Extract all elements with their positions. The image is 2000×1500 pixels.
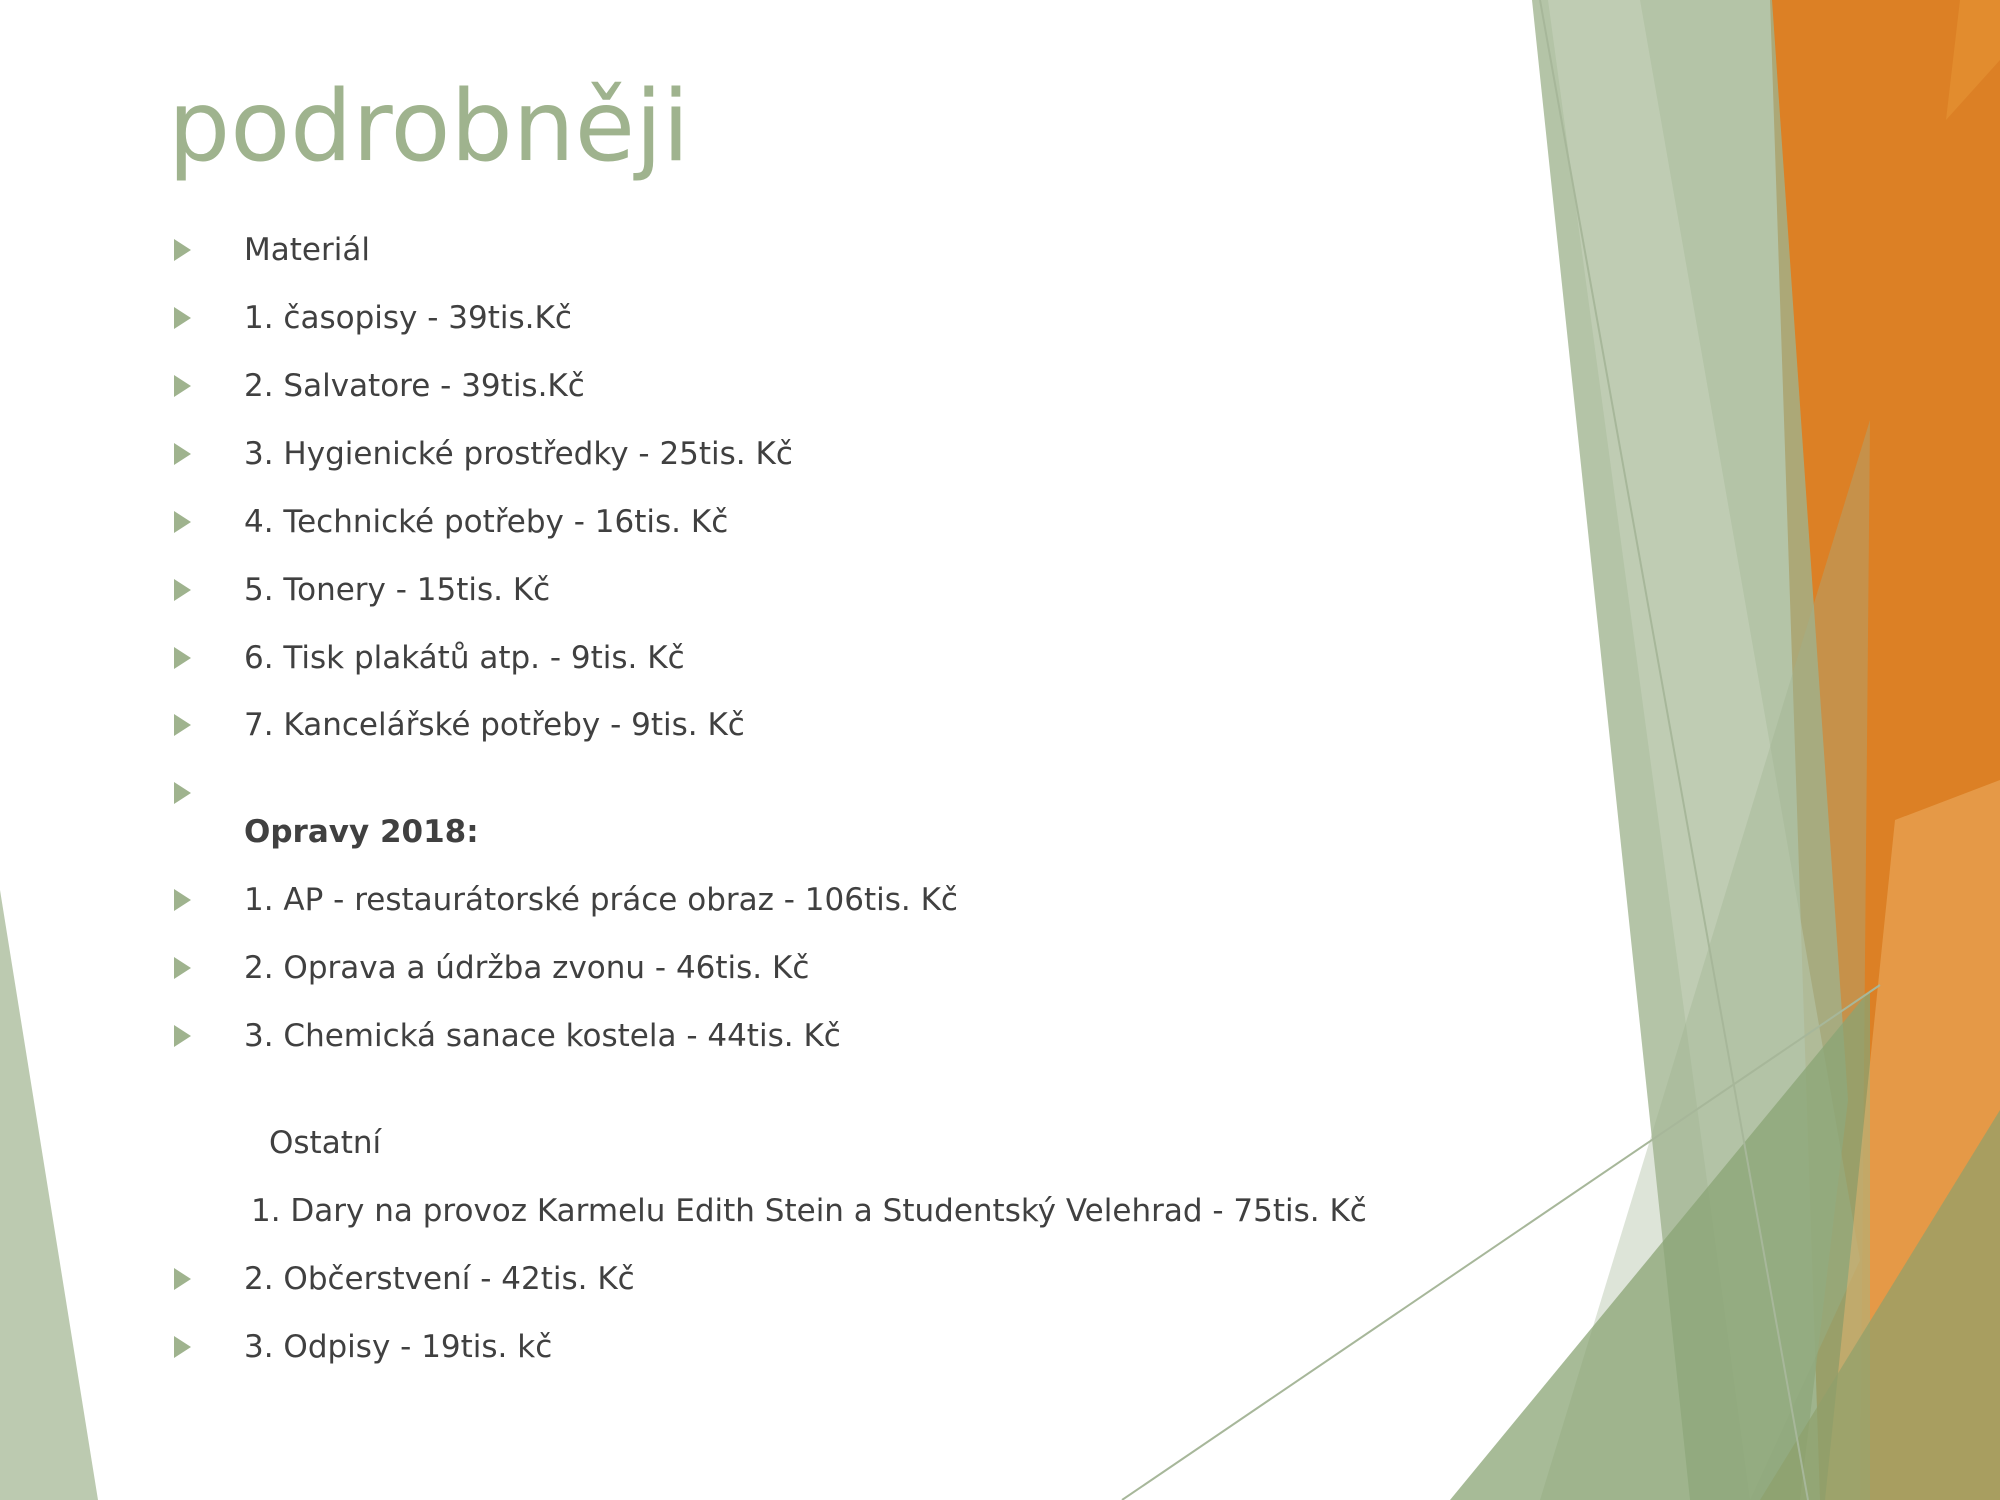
repairs-item-3: 3. Chemická sanace kostela - 44tis. Kč	[244, 1018, 841, 1054]
material-item-2: 2. Salvatore - 39tis.Kč	[244, 368, 585, 404]
triangle-bullet-icon	[174, 957, 191, 979]
material-item-4: 4. Technické potřeby - 16tis. Kč	[244, 504, 729, 540]
triangle-bullet-icon	[174, 1025, 191, 1047]
repairs-item-1: 1. AP - restaurátorské práce obraz - 106tis. Kč	[244, 882, 958, 918]
triangle-bullet-icon	[174, 782, 191, 804]
material-item-3: 3. Hygienické prostředky - 25tis. Kč	[244, 436, 793, 472]
material-item-6: 6. Tisk plakátů atp. - 9tis. Kč	[244, 640, 685, 676]
other-item-1: 1. Dary na provoz Karmelu Edith Stein a Studentský Velehrad - 75tis. Kč	[251, 1193, 1367, 1229]
left-green-shape	[0, 890, 98, 1500]
material-item-7: 7. Kancelářské potřeby - 9tis. Kč	[244, 707, 745, 743]
slide-title: podrobněji	[168, 70, 690, 184]
triangle-bullet-icon	[174, 511, 191, 533]
triangle-bullet-icon	[174, 1268, 191, 1290]
material-item-5: 5. Tonery - 15tis. Kč	[244, 572, 551, 608]
repairs-heading: Opravy 2018:	[244, 814, 479, 850]
triangle-bullet-icon	[174, 714, 191, 736]
material-item-1: 1. časopisy - 39tis.Kč	[244, 300, 572, 336]
repairs-item-2: 2. Oprava a údržba zvonu - 46tis. Kč	[244, 950, 810, 986]
material-heading: Materiál	[244, 232, 370, 268]
triangle-bullet-icon	[174, 647, 191, 669]
triangle-bullet-icon	[174, 375, 191, 397]
other-item-2: 2. Občerstvení - 42tis. Kč	[244, 1261, 635, 1297]
other-heading: Ostatní	[269, 1125, 382, 1161]
triangle-bullet-icon	[174, 307, 191, 329]
triangle-bullet-icon	[174, 443, 191, 465]
triangle-bullet-icon	[174, 1336, 191, 1358]
triangle-bullet-icon	[174, 579, 191, 601]
other-item-3: 3. Odpisy - 19tis. kč	[244, 1329, 553, 1365]
triangle-bullet-icon	[174, 239, 191, 261]
triangle-bullet-icon	[174, 889, 191, 911]
slide-content	[168, 0, 1568, 1500]
